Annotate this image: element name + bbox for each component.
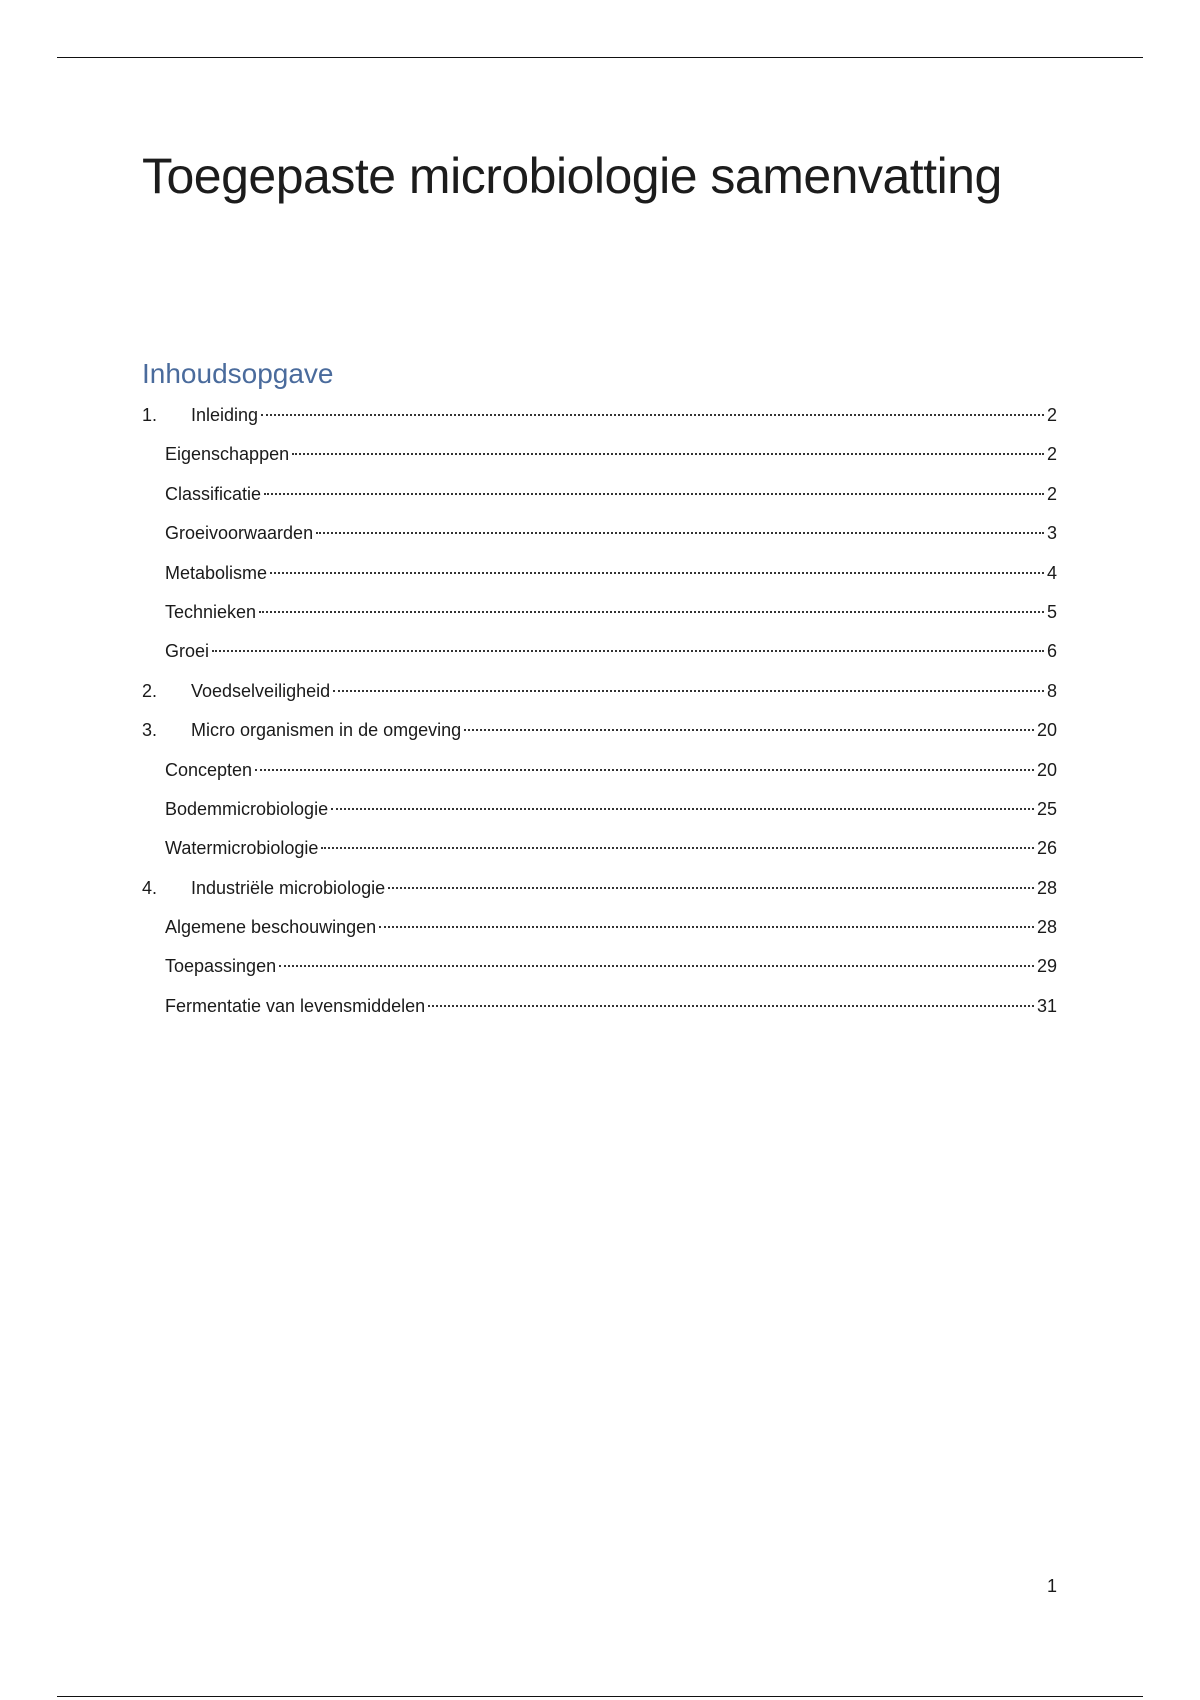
toc-entry-page: 28 xyxy=(1036,877,1057,898)
toc-entry-micro-organismen[interactable] xyxy=(142,711,1057,750)
toc-entry-label: Micro organismen in de omgeving xyxy=(191,720,462,741)
toc-entry-label: Groei xyxy=(165,641,210,662)
toc-entry-page: 8 xyxy=(1046,680,1057,701)
document-title: Toegepaste microbiologie samenvatting xyxy=(142,148,1002,204)
toc-entry-bodemmicrobiologie[interactable] xyxy=(142,790,1057,829)
toc-entry-label: Voedselveiligheid xyxy=(191,680,331,701)
dot-leader xyxy=(264,493,1044,495)
toc-entry-eigenschappen[interactable] xyxy=(142,435,1057,474)
header-rule xyxy=(57,57,1143,58)
toc-entry-toepassingen[interactable] xyxy=(142,947,1057,986)
toc-entry-label: Bodemmicrobiologie xyxy=(165,798,329,819)
toc-entry-label: Toepassingen xyxy=(165,956,277,977)
toc-entry-page: 6 xyxy=(1046,641,1057,662)
toc-entry-industriele-microbiologie[interactable] xyxy=(142,869,1057,908)
toc-entry-page: 2 xyxy=(1046,483,1057,504)
dot-leader xyxy=(333,690,1044,692)
toc-entry-page: 25 xyxy=(1036,798,1057,819)
toc-entry-inleiding[interactable] xyxy=(142,396,1057,435)
toc-entry-page: 29 xyxy=(1036,956,1057,977)
dot-leader xyxy=(316,532,1044,534)
toc-entry-page: 5 xyxy=(1046,601,1057,622)
toc-entry-label: Industriële microbiologie xyxy=(191,877,386,898)
dot-leader xyxy=(279,965,1034,967)
toc-entry-number: 2. xyxy=(142,680,158,701)
footer-rule xyxy=(57,1696,1143,1697)
toc-entry-page: 20 xyxy=(1036,759,1057,780)
toc-entry-fermentatie[interactable] xyxy=(142,987,1057,1026)
toc-entry-label: Fermentatie van levensmiddelen xyxy=(165,995,426,1016)
dot-leader xyxy=(464,729,1034,731)
dot-leader xyxy=(261,414,1044,416)
table-of-contents xyxy=(142,396,1057,1026)
toc-entry-metabolisme[interactable] xyxy=(142,554,1057,593)
toc-entry-page: 2 xyxy=(1046,444,1057,465)
toc-entry-label: Technieken xyxy=(165,601,257,622)
dot-leader xyxy=(292,453,1044,455)
toc-entry-number: 3. xyxy=(142,720,158,741)
toc-entry-label: Eigenschappen xyxy=(165,444,290,465)
toc-entry-label: Watermicrobiologie xyxy=(165,838,319,859)
toc-entry-label: Concepten xyxy=(165,759,253,780)
dot-leader xyxy=(255,769,1034,771)
dot-leader xyxy=(388,887,1034,889)
page-number: 1 xyxy=(1046,1576,1057,1596)
toc-entry-label: Metabolisme xyxy=(165,562,268,583)
toc-entry-number: 1. xyxy=(142,405,158,425)
toc-entry-classificatie[interactable] xyxy=(142,475,1057,514)
toc-entry-label: Inleiding xyxy=(191,405,259,425)
toc-entry-label: Groeivoorwaarden xyxy=(165,523,314,544)
toc-entry-algemene-beschouwingen[interactable] xyxy=(142,908,1057,947)
toc-entry-page: 20 xyxy=(1036,720,1057,741)
toc-entry-concepten[interactable] xyxy=(142,751,1057,790)
toc-entry-groeivoorwaarden[interactable] xyxy=(142,514,1057,553)
toc-entry-page: 31 xyxy=(1036,995,1057,1016)
dot-leader xyxy=(270,572,1044,574)
toc-entry-technieken[interactable] xyxy=(142,593,1057,632)
toc-entry-number: 4. xyxy=(142,877,158,898)
toc-entry-voedselveiligheid[interactable] xyxy=(142,672,1057,711)
toc-entry-page: 26 xyxy=(1036,838,1057,859)
toc-entry-page: 4 xyxy=(1046,562,1057,583)
toc-entry-watermicrobiologie[interactable] xyxy=(142,829,1057,868)
toc-entry-label: Classificatie xyxy=(165,483,262,504)
toc-entry-page: 2 xyxy=(1046,405,1057,425)
dot-leader xyxy=(331,808,1034,810)
dot-leader xyxy=(428,1005,1034,1007)
dot-leader xyxy=(321,847,1034,849)
dot-leader xyxy=(379,926,1034,928)
toc-entry-page: 3 xyxy=(1046,523,1057,544)
toc-entry-label: Algemene beschouwingen xyxy=(165,917,377,938)
dot-leader xyxy=(212,650,1044,652)
toc-entry-groei[interactable] xyxy=(142,632,1057,671)
toc-entry-page: 28 xyxy=(1036,917,1057,938)
dot-leader xyxy=(259,611,1044,613)
toc-heading: Inhoudsopgave xyxy=(142,358,334,389)
